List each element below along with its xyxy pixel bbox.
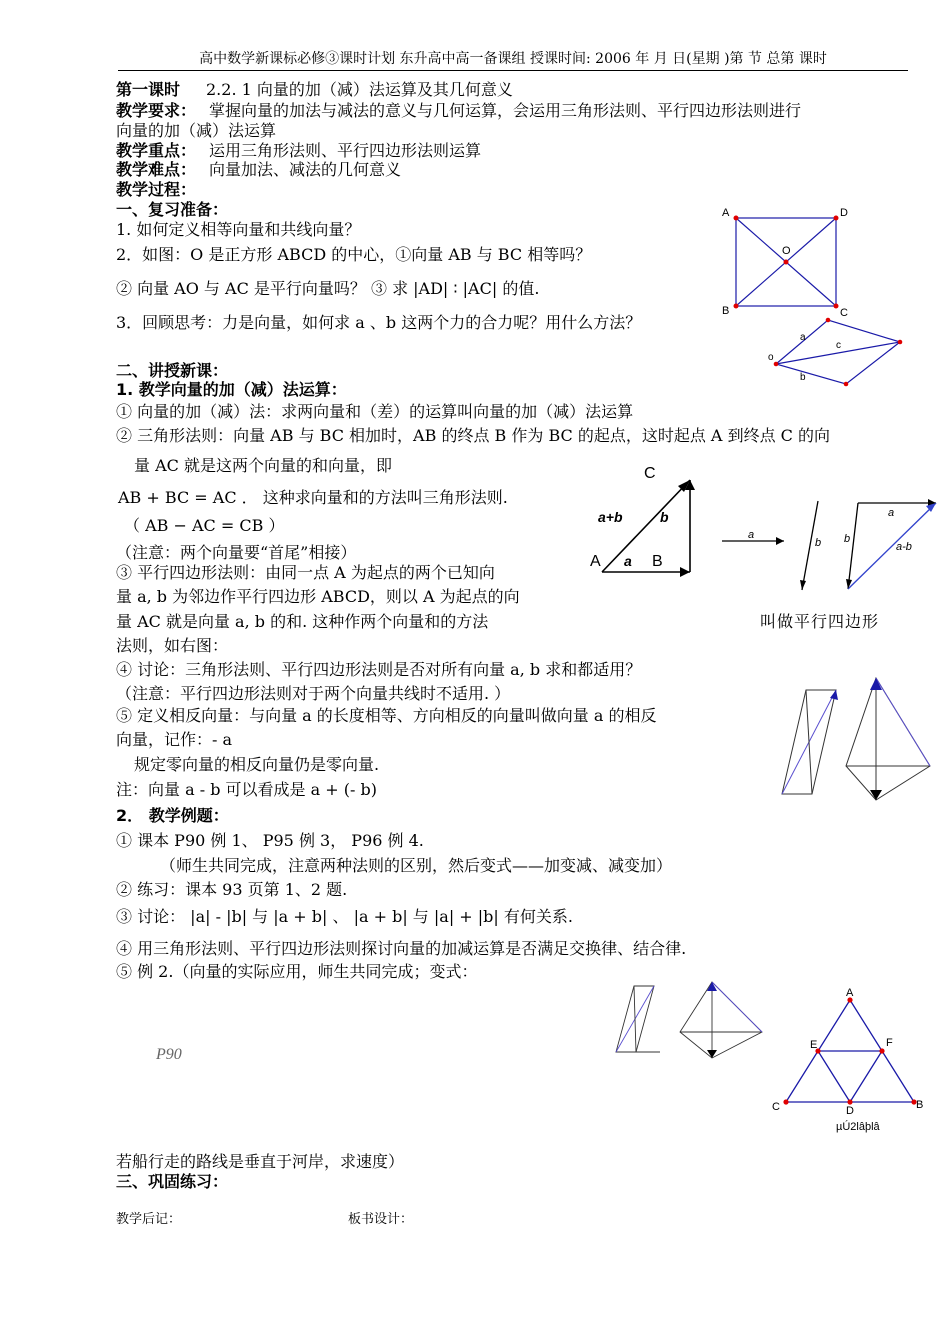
review-question-1: 1. 如何定义相等向量和共线向量？ [116,220,361,239]
board-design: 板书设计： [348,1212,414,1227]
triangle-rule-subtraction: （ AB − AC = CB ） [124,516,285,535]
page-header: 高中数学新课标必修③课时计划 东升高中高一备课组 授课时间: 2006 年 月 日(星期 )第 节 总第 课时 [118,50,908,71]
force-label-c: c [836,340,841,351]
process-label: 教学过程： [116,180,197,199]
triangle-rule-note: （注意：两个向量要“首尾”相接） [116,543,357,562]
vector-label-a: a [748,529,755,541]
example-1: ① 课本 P90 例 1、 P95 例 3， P96 例 4. [116,831,424,850]
lesson-label: 第一课时 [116,80,181,99]
vector-label-a2: a [888,507,895,519]
square-label-a: A [722,207,730,219]
triangle-rule-2: 量 AC 就是这两个向量的和向量，即 [134,456,392,475]
example-4: ④ 用三角形法则、平行四边形法则探讨向量的加减运算是否满足交换律、结合律. [116,939,687,958]
equilateral-figure [770,984,930,1134]
lesson-title: 2.2. 1 向量的加（减）法运算及其几何意义 [206,80,513,99]
square-label-c: C [840,307,848,319]
parallelogram-rule-3: 量 AC 就是向量 a, b 的和. 这种作两个向量和的方法 [116,612,489,631]
parallelogram-rule-2: 量 a, b 为邻边作平行四边形 ABCD，则以 A 为起点的向 [116,587,520,606]
goals-label: 教学要求： [116,101,197,120]
goals-text-1: 掌握向量的加法与减法的意义与几何运算，会运用三角形法则、平行四边形法则进行 [209,101,802,120]
parallelogram-rule-side: 叫做平行四边形 [760,612,880,631]
review-question-2: 2．如图：O 是正方形 ABCD 的中心，①向量 AB 与 BC 相等吗？ [116,245,592,264]
post-lesson-notes: 教学后记： [116,1212,182,1227]
eq-caption: µÚ2lâþlâ [836,1121,880,1133]
discussion-4: ④ 讨论：三角形法则、平行四边形法则是否对所有向量 a, b 求和都适用？ [116,660,642,679]
goals-text-2: 向量的加（减）法运算 [116,121,277,140]
note-difference: 注：向量 a - b 可以看成是 a + (- b) [116,780,377,799]
section2-sub1: 1. 教学向量的加（减）法运算： [116,380,347,399]
parallelogram-rule-1: ③ 平行四边形法则：由同一点 A 为起点的两个已知向 [116,563,495,582]
opposite-vector-1: ⑤ 定义相反向量：与向量 a 的长度相等、方向相反的向量叫做向量 a 的相反 [116,706,657,725]
force-label-b: b [800,372,806,383]
eq-label-f: F [886,1037,893,1049]
vector-label-diff: a-b [896,541,912,553]
p90-reference: P90 [156,1046,182,1063]
review-question-3: 3．回顾思考：力是向量，如何求 a 、b 这两个力的合力呢？用什么方法？ [116,313,642,332]
addition-definition: ① 向量的加（减）法：求两向量和（差）的运算叫向量的加（减）法运算 [116,402,634,421]
key-points-text: 运用三角形法则、平行四边形法则运算 [209,141,482,160]
triangle-label-sum: a+b [598,509,623,525]
section2-sub2: 2． 教学例题： [116,806,229,825]
force-label-a: a [800,332,806,343]
eq-label-d: D [846,1105,854,1117]
section1-heading: 一、复习准备： [116,200,229,219]
vector-label-b2: b [844,533,851,545]
eq-label-c: C [772,1101,780,1113]
law-figure-lower [612,978,772,1060]
force-figure [766,318,906,388]
vector-difference-figure [718,498,940,594]
law-figure-upper [776,670,936,810]
triangle-rule-formula: AB + BC = AC ． 这种求向量和的方法叫三角形法则. [118,488,508,507]
triangle-label-c: C [644,465,656,482]
opposite-vector-3: 规定零向量的相反向量仍是零向量. [134,755,380,774]
triangle-label-b-vec: b [660,509,669,525]
opposite-vector-2: 向量，记作：- a [116,730,233,749]
difficulties-text: 向量加法、减法的几何意义 [209,160,402,179]
triangle-rule-1: ② 三角形法则：向量 AB 与 BC 相加时，AB 的终点 B 作为 BC 的起点，这时起点 A 到终点 C 的向 [116,426,830,445]
eq-label-e: E [810,1039,818,1051]
triangle-label-b-point: B [652,553,663,570]
section3-heading: 三、巩固练习： [116,1172,229,1191]
example-5: ⑤ 例 2.（向量的实际应用，师生共同完成；变式： [116,962,478,981]
discussion-4-note: （注意：平行四边形法则对于两个向量共线时不适用. ） [116,684,511,703]
triangle-label-a-point: A [590,553,601,570]
square-figure [722,206,852,319]
square-label-o: O [782,245,791,257]
review-question-2b: ② 向量 AO 与 AC 是平行向量吗？ ③ 求 |AD| ∶ |AC| 的值. [116,279,540,298]
square-label-d: D [840,207,848,219]
key-points-label: 教学重点： [116,141,197,160]
vector-label-b: b [815,537,822,549]
eq-label-a: A [846,987,854,999]
section2-heading: 二、讲授新课： [116,361,229,380]
example-5-end: 若船行走的路线是垂直于河岸，求速度） [116,1152,405,1171]
parallelogram-rule-4: 法则，如右图： [116,636,229,655]
example-1-note: （师生共同完成，注意两种法则的区别，然后变式——加变减、减变加） [160,856,673,875]
square-label-b: B [722,305,730,317]
triangle-label-a-vec: a [624,553,632,569]
example-2: ② 练习：课本 93 页第 1、2 题. [116,880,348,899]
force-label-o: o [768,352,774,363]
eq-label-b: B [916,1099,924,1111]
difficulties-label: 教学难点： [116,160,197,179]
triangle-rule-figure [590,460,700,575]
example-3: ③ 讨论： |a| - |b| 与 |a + b| 、 |a + b| 与 |a| + |b| 有何关系. [116,907,573,926]
